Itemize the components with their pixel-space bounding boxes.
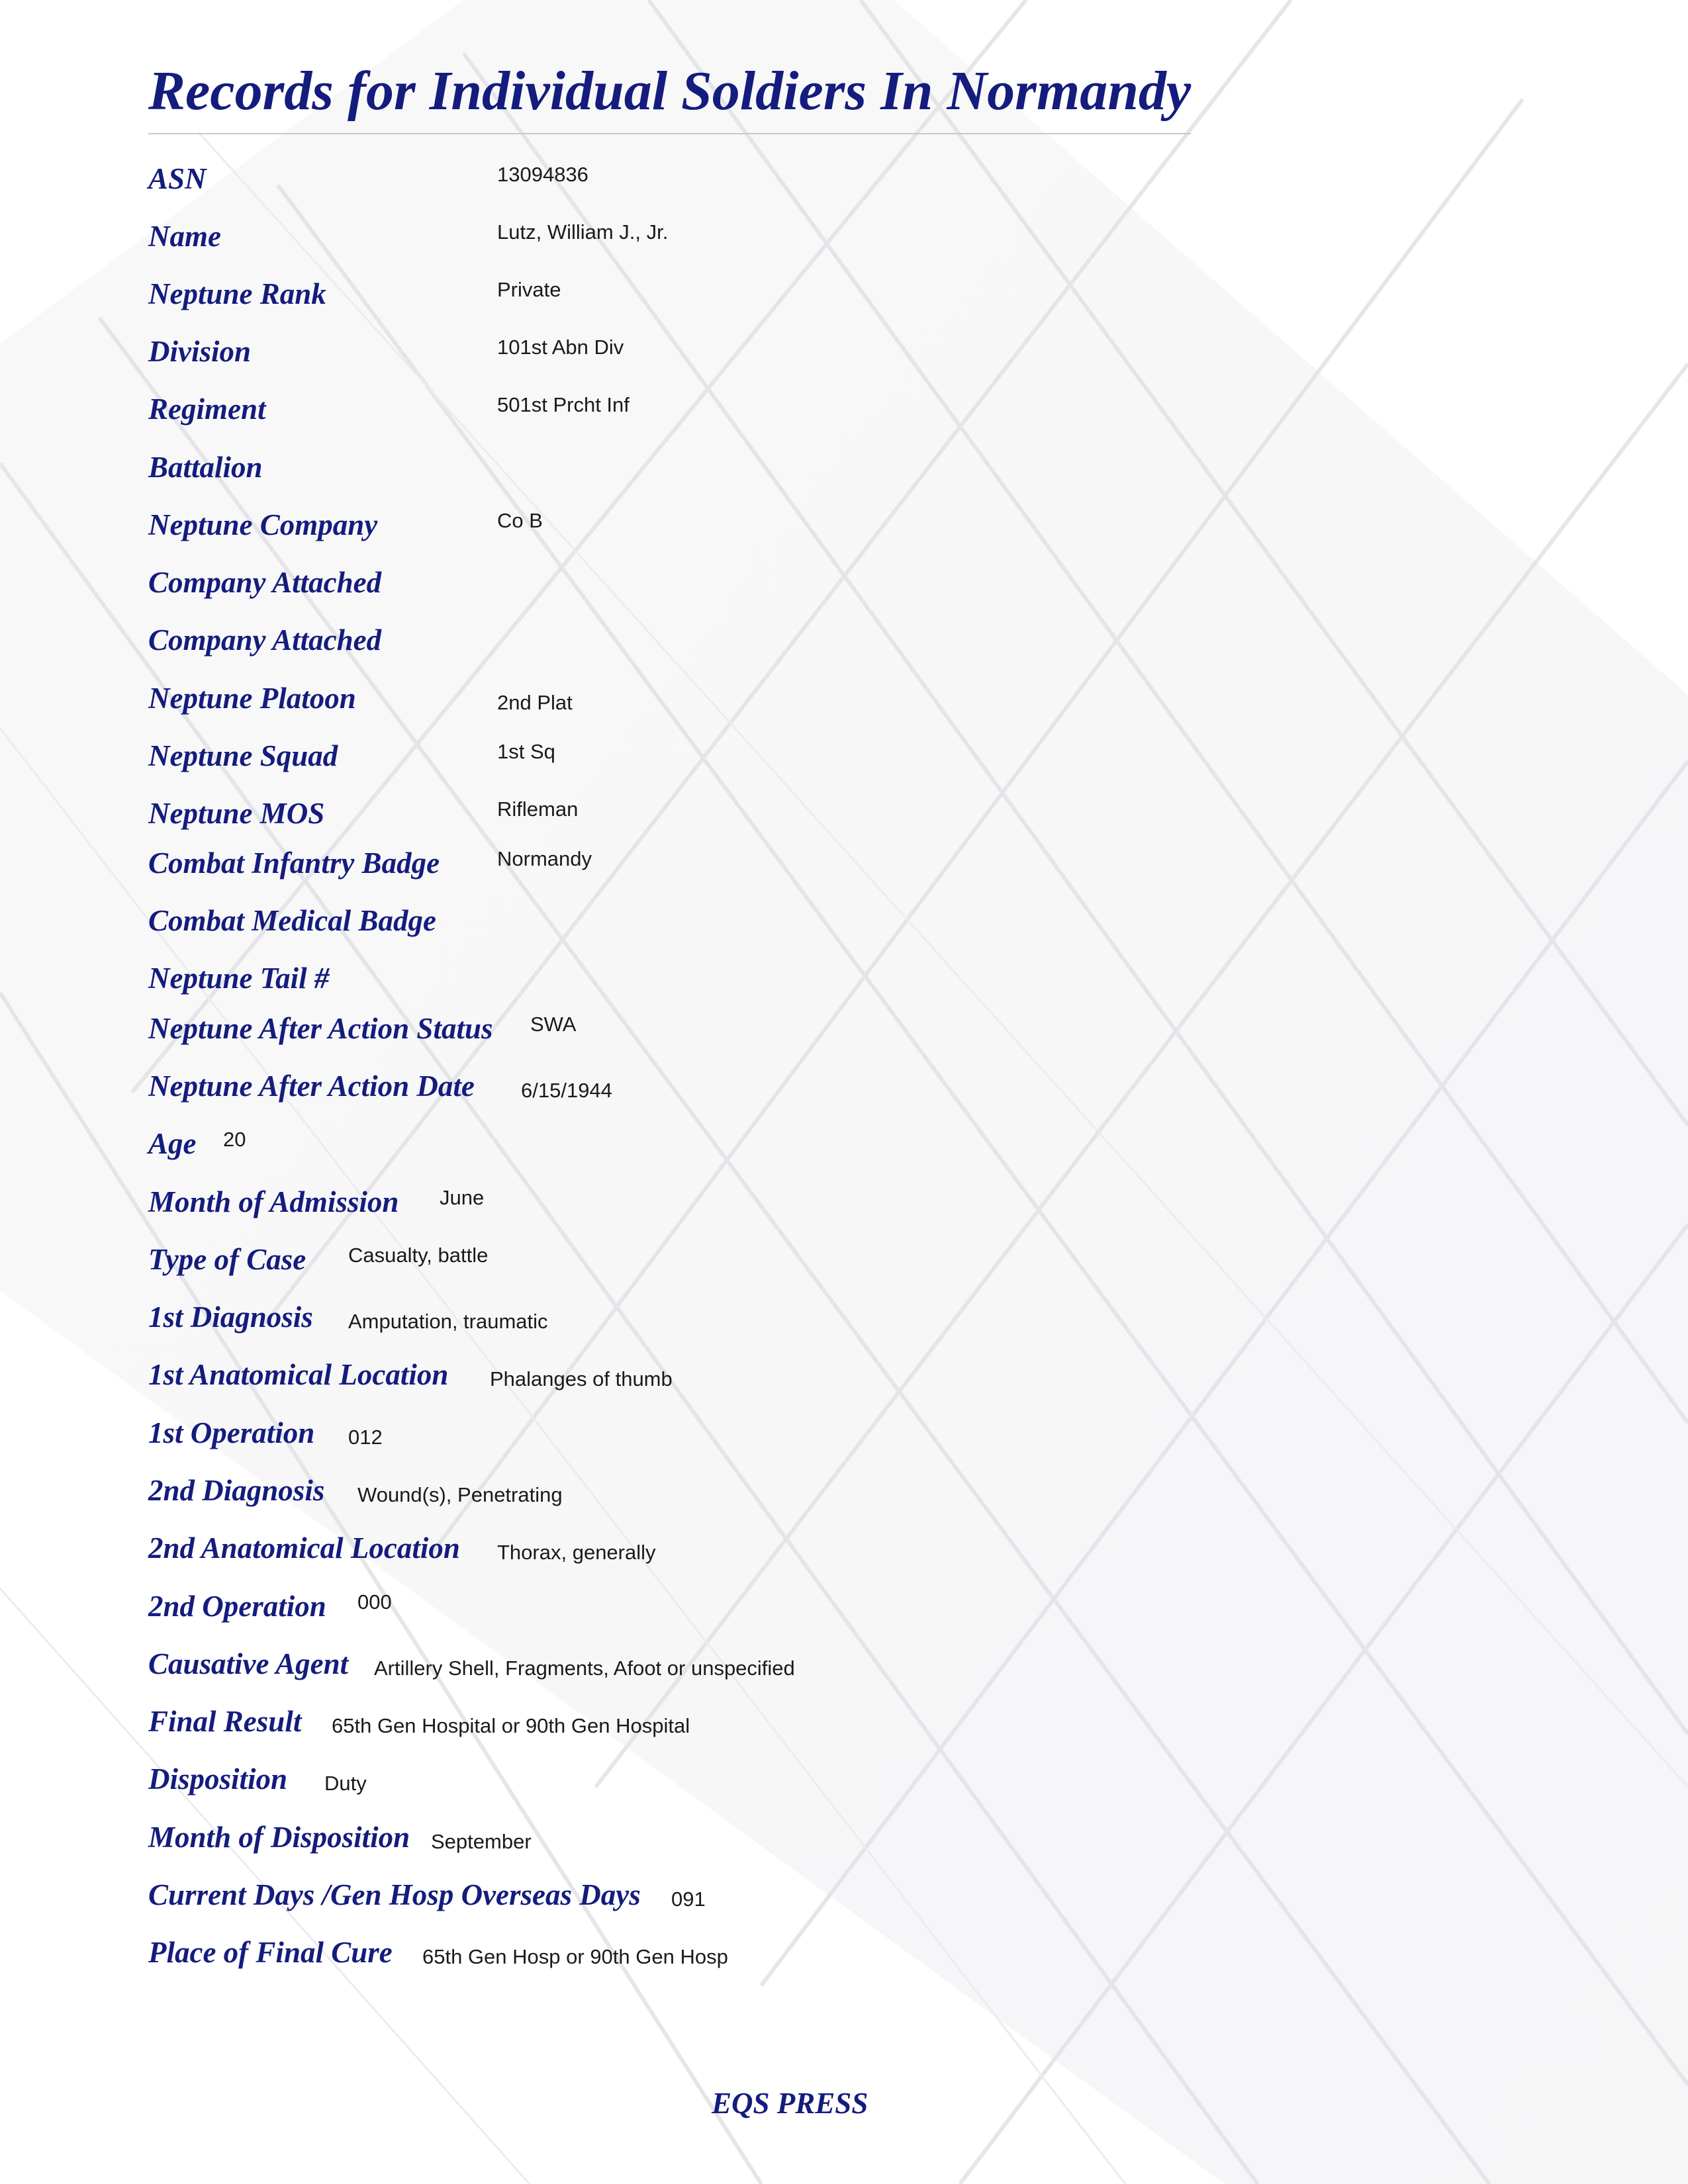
combat-infantry-badge-label: Combat Infantry Badge [148, 846, 440, 880]
after-action-status-value: SWA [530, 1013, 577, 1036]
disposition-value: Duty [324, 1772, 367, 1795]
diagnosis-1-value: Amputation, traumatic [348, 1310, 548, 1333]
neptune-company-label: Neptune Company [148, 508, 378, 541]
place-of-final-cure-value: 65th Gen Hosp or 90th Gen Hosp [422, 1945, 728, 1968]
month-of-disposition-label: Month of Disposition [148, 1821, 410, 1854]
neptune-rank-value: Private [497, 278, 561, 301]
company-attached-2-label: Company Attached [148, 623, 382, 657]
asn-value: 13094836 [497, 163, 588, 186]
page-title: Records for Individual Soldiers In Normandy [148, 60, 1192, 122]
neptune-mos-label: Neptune MOS [148, 797, 325, 830]
regiment-label: Regiment [148, 392, 266, 426]
name-label: Name [148, 220, 221, 253]
current-days-value: 091 [671, 1888, 706, 1911]
anatomical-location-1-label: 1st Anatomical Location [148, 1358, 449, 1391]
neptune-tail-label: Neptune Tail # [148, 962, 330, 995]
after-action-date-label: Neptune After Action Date [148, 1069, 475, 1103]
causative-agent-label: Causative Agent [148, 1647, 349, 1680]
neptune-platoon-label: Neptune Platoon [148, 682, 356, 715]
final-result-value: 65th Gen Hospital or 90th Gen Hospital [332, 1714, 690, 1737]
regiment-value: 501st Prcht Inf [497, 393, 630, 416]
operation-1-value: 012 [348, 1426, 383, 1449]
month-of-admission-label: Month of Admission [148, 1185, 399, 1218]
operation-2-value: 000 [357, 1590, 392, 1614]
division-value: 101st Abn Div [497, 336, 624, 359]
diagnosis-2-label: 2nd Diagnosis [148, 1474, 325, 1507]
neptune-company-value: Co B [497, 509, 543, 532]
age-label: Age [148, 1127, 197, 1160]
anatomical-location-2-label: 2nd Anatomical Location [148, 1531, 460, 1565]
diagnosis-2-value: Wound(s), Penetrating [357, 1483, 563, 1506]
title-divider [148, 133, 1191, 134]
neptune-squad-label: Neptune Squad [148, 739, 338, 772]
age-value: 20 [223, 1128, 246, 1151]
causative-agent-value: Artillery Shell, Fragments, Afoot or unspecified [374, 1657, 795, 1680]
type-of-case-value: Casualty, battle [348, 1244, 489, 1267]
type-of-case-label: Type of Case [148, 1243, 306, 1276]
place-of-final-cure-label: Place of Final Cure [148, 1936, 393, 1969]
operation-2-label: 2nd Operation [148, 1590, 326, 1623]
after-action-date-value: 6/15/1944 [521, 1079, 612, 1102]
neptune-rank-label: Neptune Rank [148, 277, 326, 310]
month-of-disposition-value: September [431, 1830, 532, 1853]
neptune-mos-value: Rifleman [497, 797, 579, 821]
neptune-platoon-value: 2nd Plat [497, 691, 573, 714]
asn-label: ASN [148, 162, 207, 195]
month-of-admission-value: June [440, 1186, 485, 1209]
publisher-footer: EQS PRESS [712, 2087, 868, 2120]
anatomical-location-2-value: Thorax, generally [497, 1541, 656, 1564]
final-result-label: Final Result [148, 1705, 302, 1738]
battalion-label: Battalion [148, 451, 263, 484]
operation-1-label: 1st Operation [148, 1416, 315, 1449]
division-label: Division [148, 335, 252, 368]
company-attached-1-label: Company Attached [148, 566, 382, 599]
diagnosis-1-label: 1st Diagnosis [148, 1300, 313, 1334]
anatomical-location-1-value: Phalanges of thumb [490, 1367, 673, 1390]
combat-infantry-badge-value: Normandy [497, 847, 592, 870]
disposition-label: Disposition [148, 1762, 288, 1796]
name-value: Lutz, William J., Jr. [497, 220, 669, 244]
current-days-label: Current Days /Gen Hosp Overseas Days [148, 1878, 641, 1911]
combat-medical-badge-label: Combat Medical Badge [148, 904, 436, 937]
after-action-status-label: Neptune After Action Status [148, 1012, 493, 1045]
neptune-squad-value: 1st Sq [497, 740, 555, 763]
